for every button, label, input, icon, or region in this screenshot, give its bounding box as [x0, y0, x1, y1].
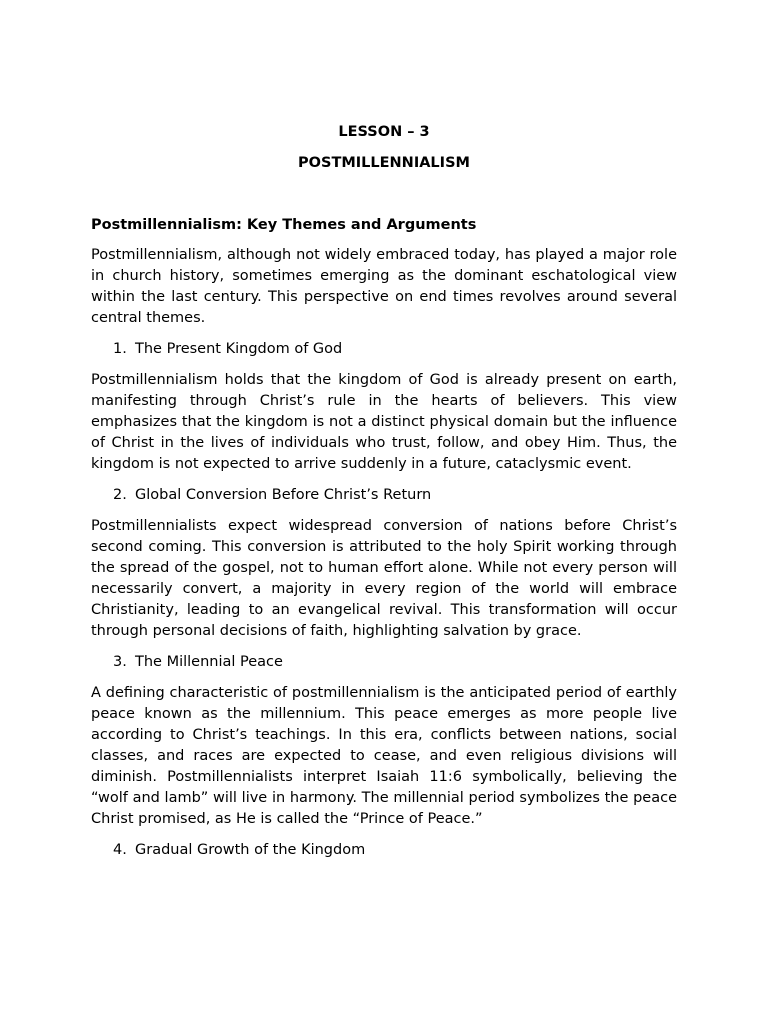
- lesson-title: LESSON – 3: [338, 124, 430, 140]
- theme-title: The Present Kingdom of God: [135, 341, 343, 357]
- theme-body-1: Postmillennialism holds that the kingdom of God is already present on earth, manifesting through Christ’s rule in the hearts of believers. This view emphasizes that the kingdom is not a distinct physical domain but the influence of Christ in the lives of individuals who trust, follow, and obey Him. Thus, the kingdom is not expected to arrive suddenly in a future, cataclysmic event.: [91, 372, 677, 472]
- theme-title: Gradual Growth of the Kingdom: [135, 842, 366, 858]
- theme-body-2: Postmillennialists expect widespread conversion of nations before Christ’s second coming. This conversion is attributed to the holy Spirit working through the spread of the gospel, not to human effort alone. While not every person will necessarily convert, a majority in every region of the world will embrace Christianity, leading to an evangelical revival. This transformation will occur through personal decisions of faith, highlighting salvation by grace.: [91, 518, 677, 639]
- theme-number: 2.: [113, 487, 127, 503]
- theme-heading-1: [91, 339, 677, 360]
- theme-heading-4: [91, 840, 677, 861]
- theme-number: 3.: [113, 654, 127, 670]
- theme-title: Global Conversion Before Christ’s Return: [135, 487, 432, 503]
- theme-heading-3: [91, 652, 677, 673]
- theme-body-3: A defining characteristic of postmillennialism is the anticipated period of earthly peace known as the millennium. This peace emerges as more people live according to Christ’s teachings. In this era, conflicts between nations, social classes, and races are expected to cease, and even religious divisions will diminish. Postmillennialists interpret Isaiah 11:6 symbolically, believing the “wolf and lamb” will live in harmony. The millennial period symbolizes the peace Christ promised, as He is called the “Prince of Peace.”: [91, 685, 677, 827]
- theme-number: 1.: [113, 341, 127, 357]
- theme-number: 4.: [113, 842, 127, 858]
- section-heading: Postmillennialism: Key Themes and Arguments: [91, 217, 477, 233]
- subject-title: POSTMILLENNIALISM: [298, 155, 470, 171]
- theme-title: The Millennial Peace: [135, 654, 283, 670]
- theme-heading-2: [91, 485, 677, 506]
- intro-paragraph: Postmillennialism, although not widely embraced today, has played a major role in church history, sometimes emerging as the dominant eschatological view within the last century. This perspective on end times revolves around several central themes.: [91, 247, 677, 326]
